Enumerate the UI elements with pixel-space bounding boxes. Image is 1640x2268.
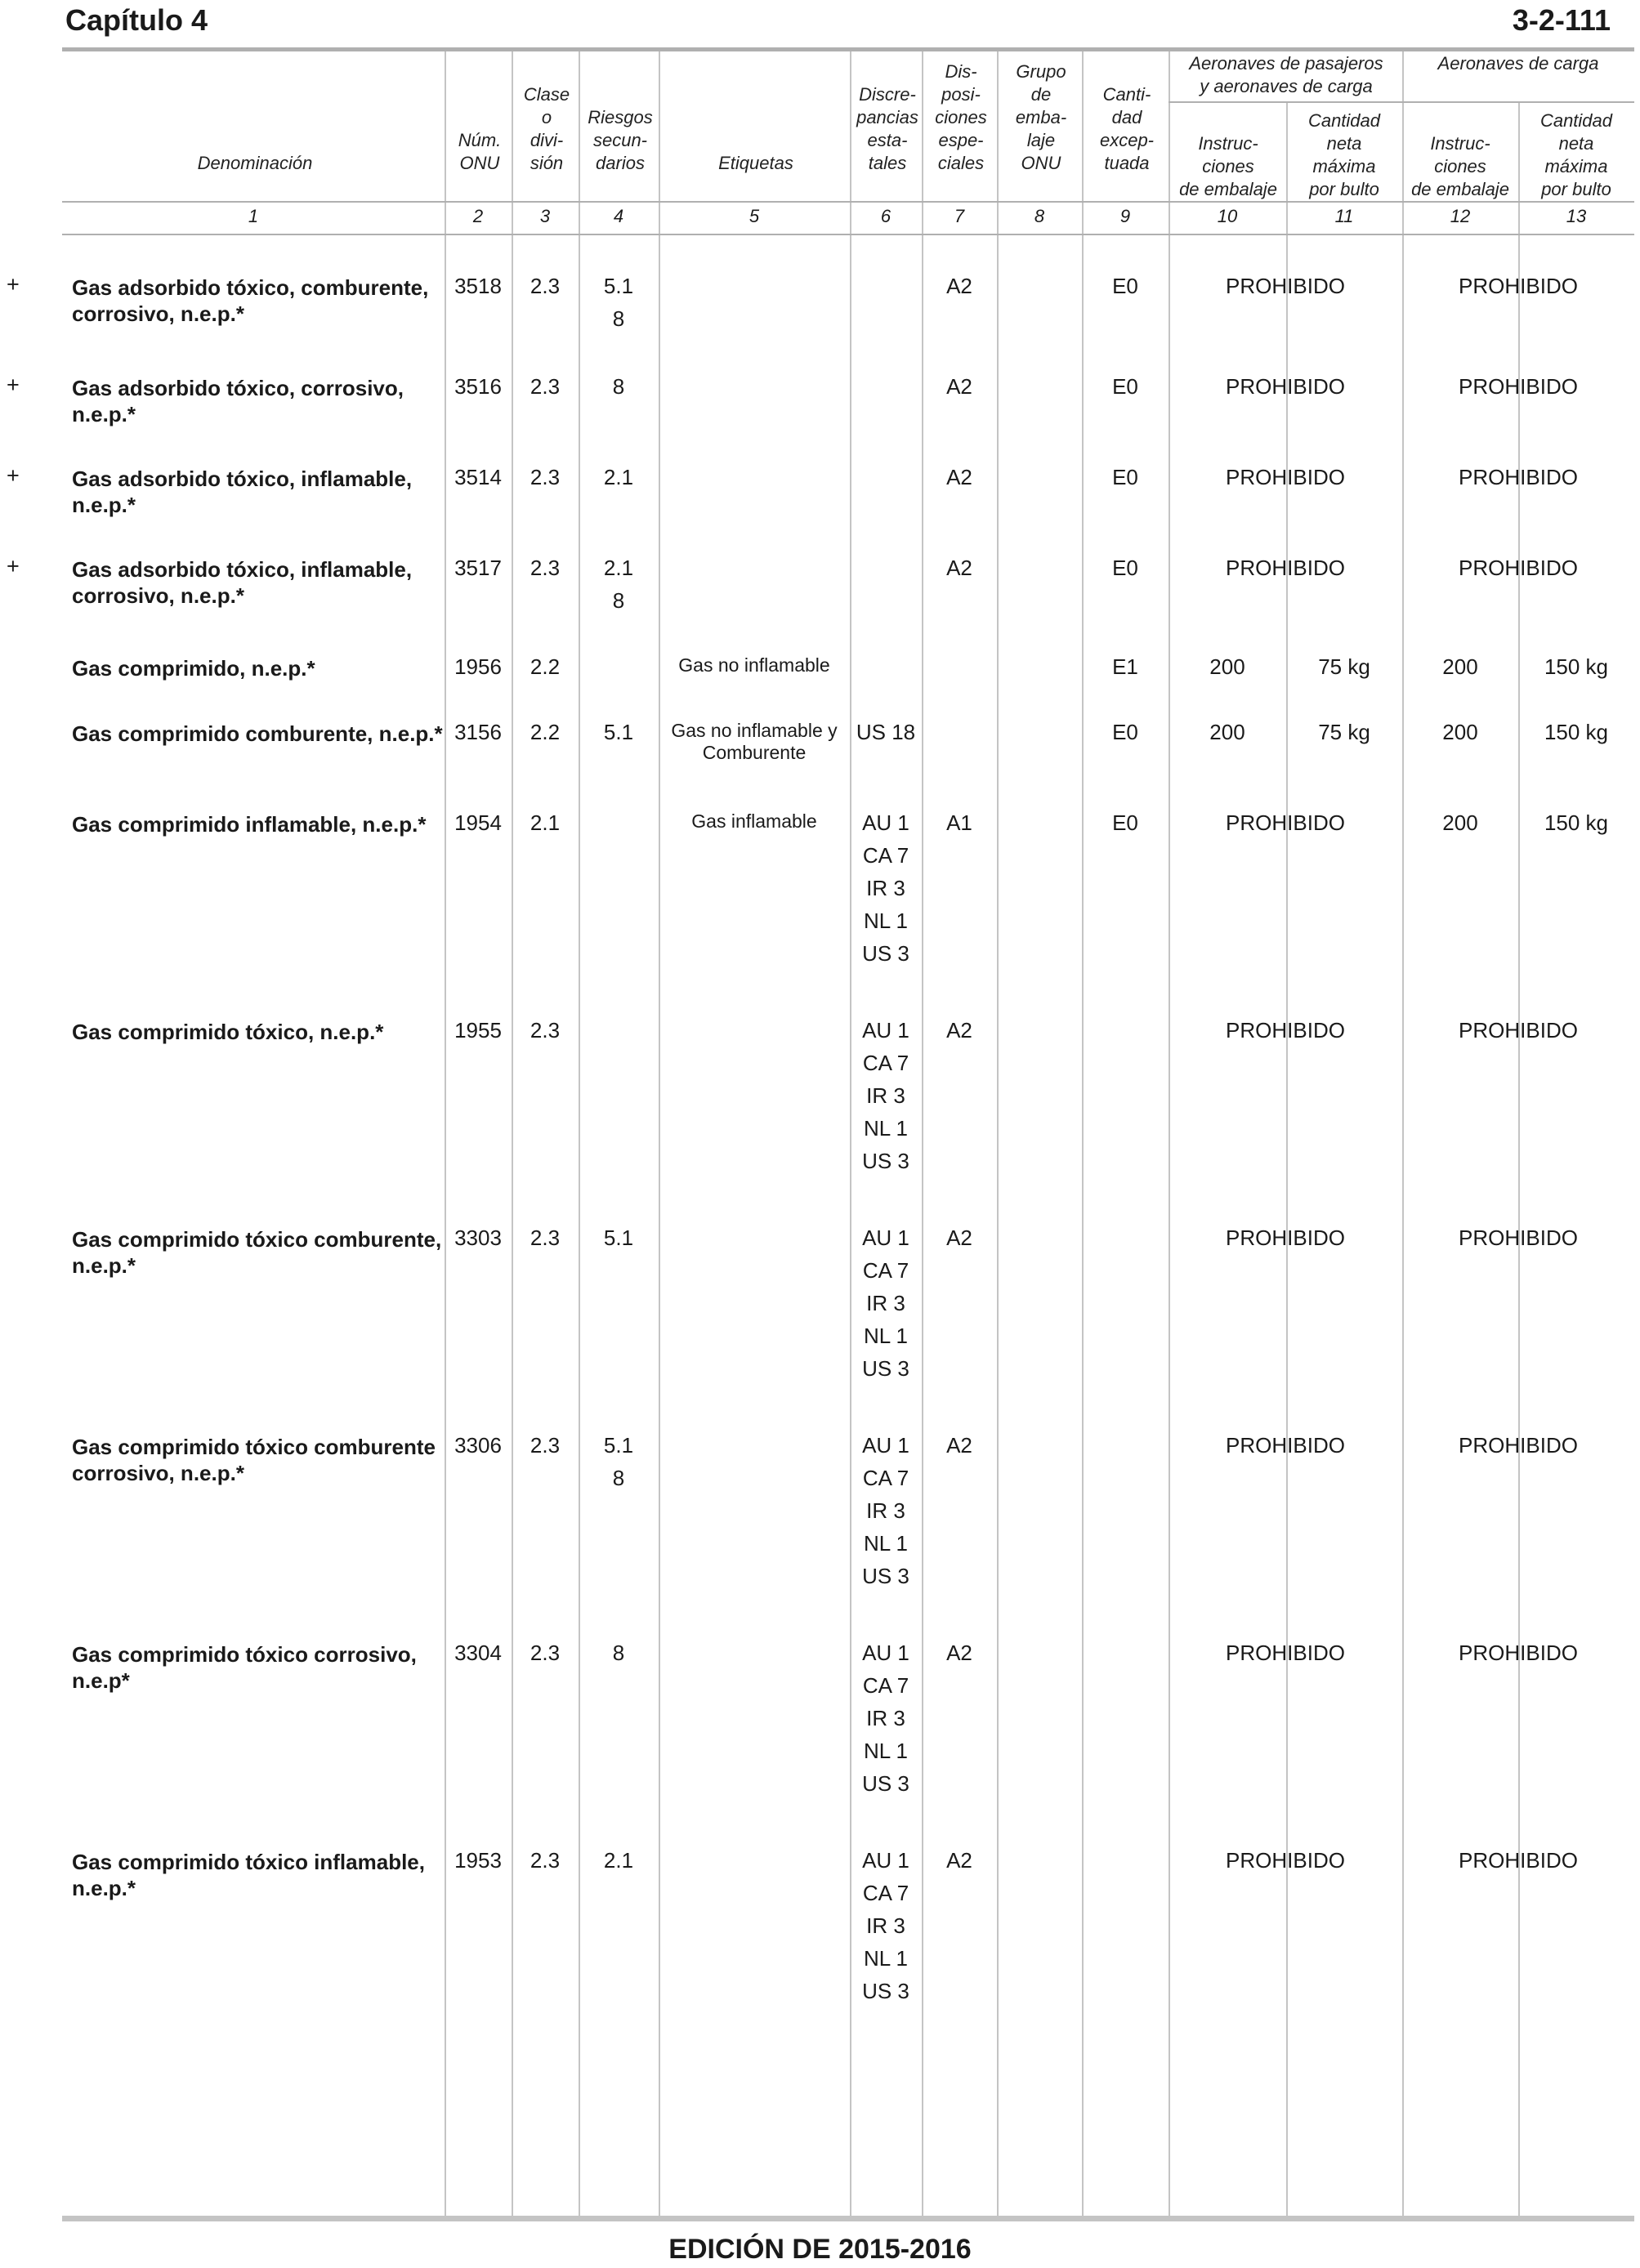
class-division: 2.3: [530, 374, 561, 399]
column-divider: [659, 51, 660, 2219]
hazard-label: Gas no inflamable: [678, 654, 830, 676]
passenger-forbidden: PROHIBIDO: [1226, 556, 1345, 580]
passenger-max-quantity: 75 kg: [1318, 654, 1370, 679]
subsidiary-risk: 8: [612, 1641, 625, 1665]
dangerous-good-name: Gas comprimido, n.e.p.*: [72, 656, 315, 681]
passenger-packing-instruction: 200: [1209, 720, 1245, 744]
class-division: 2.3: [530, 274, 561, 298]
group-header-rule: [1169, 101, 1634, 103]
col-header-instrucciones-pasajeros: Instruc- ciones de embalaje: [1179, 133, 1277, 199]
column-number-rule: [62, 234, 1634, 235]
cargo-forbidden: PROHIBIDO: [1459, 1433, 1578, 1458]
passenger-max-quantity: 75 kg: [1318, 720, 1370, 744]
subsidiary-risk: 5.1: [603, 720, 634, 744]
col-header-group-pasajeros: Aeronaves de pasajeros y aeronaves de carga: [1189, 53, 1383, 96]
passenger-forbidden: PROHIBIDO: [1226, 1848, 1345, 1873]
class-division: 2.2: [530, 720, 561, 744]
excepted-quantity: E0: [1112, 274, 1138, 298]
dangerous-good-name: Gas comprimido tóxico, n.e.p.*: [72, 1020, 384, 1044]
row-change-mark: +: [7, 463, 20, 488]
col-header-cantidad-neta-pasajeros: Cantidad neta máxima por bulto: [1307, 110, 1381, 199]
col-header-etiquetas: Etiquetas: [718, 153, 793, 173]
col-header-cantidad-exceptuada: Canti- dad excep- tuada: [1099, 84, 1155, 173]
passenger-forbidden: PROHIBIDO: [1226, 1641, 1345, 1665]
hazard-label: Gas no inflamable y Comburente: [671, 720, 838, 763]
col-header-group-carga: Aeronaves de carga: [1437, 53, 1599, 74]
column-number: 2: [472, 206, 484, 226]
un-number: 3516: [454, 374, 502, 399]
subsidiary-risk: 2.1: [603, 465, 634, 489]
class-division: 2.3: [530, 465, 561, 489]
column-number: 9: [1119, 206, 1131, 226]
special-provision: A2: [946, 556, 972, 580]
passenger-packing-instruction: 200: [1209, 654, 1245, 679]
dangerous-good-name: Gas adsorbido tóxico, comburente, corrosivo, n.e.p.*: [72, 275, 429, 326]
special-provision: A1: [946, 810, 972, 835]
column-number: 4: [613, 206, 624, 226]
excepted-quantity: E0: [1112, 465, 1138, 489]
dangerous-good-name: Gas adsorbido tóxico, corrosivo, n.e.p.*: [72, 376, 404, 426]
state-variation: AU 1 CA 7 IR 3 NL 1 US 3: [862, 1018, 909, 1173]
state-variation: AU 1 CA 7 IR 3 NL 1 US 3: [862, 810, 909, 966]
column-divider: [1286, 103, 1288, 2219]
col-header-instrucciones-carga: Instruc- ciones de embalaje: [1411, 133, 1509, 199]
state-variation: AU 1 CA 7 IR 3 NL 1 US 3: [862, 1641, 909, 1796]
dangerous-good-name: Gas comprimido inflamable, n.e.p.*: [72, 812, 427, 837]
dangerous-good-name: Gas adsorbido tóxico, inflamable, corrosivo, n.e.p.*: [72, 557, 413, 608]
passenger-forbidden: PROHIBIDO: [1226, 465, 1345, 489]
top-rule: [62, 47, 1634, 51]
passenger-forbidden: PROHIBIDO: [1226, 374, 1345, 399]
cargo-max-quantity: 150 kg: [1544, 654, 1609, 679]
subsidiary-risk: 5.1: [603, 1226, 634, 1250]
un-number: 1953: [454, 1848, 502, 1873]
column-number: 7: [954, 206, 965, 226]
col-header-num-onu: Núm. ONU: [458, 130, 502, 173]
passenger-forbidden: PROHIBIDO: [1226, 1018, 1345, 1042]
un-number: 1956: [454, 654, 502, 679]
column-number: 12: [1450, 206, 1471, 226]
col-header-disposiciones: Dis- posi- ciones espe- ciales: [935, 61, 987, 173]
dangerous-good-name: Gas adsorbido tóxico, inflamable, n.e.p.*: [72, 467, 413, 517]
column-divider: [997, 51, 999, 2219]
column-number: 5: [749, 206, 760, 226]
class-division: 2.3: [530, 1226, 561, 1250]
class-division: 2.3: [530, 1018, 561, 1042]
column-number: 10: [1217, 206, 1238, 226]
class-division: 2.2: [530, 654, 561, 679]
excepted-quantity: E0: [1112, 374, 1138, 399]
special-provision: A2: [946, 1848, 972, 1873]
hazard-label: Gas inflamable: [691, 810, 817, 832]
passenger-forbidden: PROHIBIDO: [1226, 1226, 1345, 1250]
cargo-max-quantity: 150 kg: [1544, 810, 1609, 835]
subsidiary-risk: 5.1 8: [603, 1433, 634, 1490]
dangerous-good-name: Gas comprimido tóxico comburente, n.e.p.*: [72, 1227, 442, 1278]
col-header-denominacion: Denominación: [197, 153, 313, 173]
col-header-cantidad-neta-carga: Cantidad neta máxima por bulto: [1539, 110, 1613, 199]
un-number: 3514: [454, 465, 502, 489]
un-number: 3306: [454, 1433, 502, 1458]
class-division: 2.3: [530, 1433, 561, 1458]
special-provision: A2: [946, 1226, 972, 1250]
subsidiary-risk: 2.1 8: [603, 556, 634, 613]
edition-footer: EDICIÓN DE 2015-2016: [668, 2234, 972, 2265]
class-division: 2.3: [530, 556, 561, 580]
page-header: [65, 3, 1611, 44]
column-number: 6: [880, 206, 891, 226]
special-provision: A2: [946, 374, 972, 399]
col-header-riesgos: Riesgos secun- darios: [588, 107, 653, 173]
cargo-packing-instruction: 200: [1442, 720, 1478, 744]
cargo-forbidden: PROHIBIDO: [1459, 374, 1578, 399]
column-number: 13: [1566, 206, 1587, 226]
excepted-quantity: E0: [1112, 810, 1138, 835]
special-provision: A2: [946, 1641, 972, 1665]
class-division: 2.3: [530, 1848, 561, 1873]
state-variation: US 18: [856, 720, 916, 744]
passenger-forbidden: PROHIBIDO: [1226, 810, 1345, 835]
cargo-packing-instruction: 200: [1442, 810, 1478, 835]
excepted-quantity: E1: [1112, 654, 1138, 679]
un-number: 3518: [454, 274, 502, 298]
special-provision: A2: [946, 1433, 972, 1458]
cargo-max-quantity: 150 kg: [1544, 720, 1609, 744]
col-header-discrepancias: Discre- pancias esta- tales: [856, 84, 918, 173]
excepted-quantity: E0: [1112, 720, 1138, 744]
un-number: 1954: [454, 810, 502, 835]
dangerous-good-name: Gas comprimido comburente, n.e.p.*: [72, 721, 443, 746]
dangerous-good-name: Gas comprimido tóxico inflamable, n.e.p.*: [72, 1850, 425, 1900]
cargo-packing-instruction: 200: [1442, 654, 1478, 679]
chapter-title: Capítulo 4: [65, 3, 208, 37]
column-number: 1: [248, 206, 259, 226]
state-variation: AU 1 CA 7 IR 3 NL 1 US 3: [862, 1848, 909, 2003]
passenger-forbidden: PROHIBIDO: [1226, 1433, 1345, 1458]
subsidiary-risk: 8: [612, 374, 625, 399]
col-header-clase: Clase o divi- sión: [523, 84, 570, 173]
cargo-forbidden: PROHIBIDO: [1459, 1226, 1578, 1250]
class-division: 2.3: [530, 1641, 561, 1665]
header-rule: [62, 201, 1634, 203]
row-change-mark: +: [7, 373, 20, 397]
subsidiary-risk: 5.1 8: [603, 274, 634, 331]
un-number: 3303: [454, 1226, 502, 1250]
column-divider: [1518, 103, 1520, 2219]
cargo-forbidden: PROHIBIDO: [1459, 1641, 1578, 1665]
page-number: 3-2-111: [1512, 3, 1611, 37]
bottom-rule: [62, 2216, 1634, 2221]
col-header-grupo: Grupo de emba- laje ONU: [1015, 61, 1067, 173]
dangerous-good-name: Gas comprimido tóxico comburente corrosivo, n.e.p.*: [72, 1435, 436, 1485]
row-change-mark: +: [7, 272, 20, 297]
un-number: 1955: [454, 1018, 502, 1042]
cargo-forbidden: PROHIBIDO: [1459, 556, 1578, 580]
state-variation: AU 1 CA 7 IR 3 NL 1 US 3: [862, 1226, 909, 1381]
dangerous-good-name: Gas comprimido tóxico corrosivo, n.e.p*: [72, 1642, 417, 1693]
special-provision: A2: [946, 465, 972, 489]
cargo-forbidden: PROHIBIDO: [1459, 1848, 1578, 1873]
cargo-forbidden: PROHIBIDO: [1459, 274, 1578, 298]
special-provision: A2: [946, 274, 972, 298]
un-number: 3304: [454, 1641, 502, 1665]
class-division: 2.1: [530, 810, 561, 835]
subsidiary-risk: 2.1: [603, 1848, 634, 1873]
state-variation: AU 1 CA 7 IR 3 NL 1 US 3: [862, 1433, 909, 1588]
column-number: 3: [539, 206, 551, 226]
passenger-forbidden: PROHIBIDO: [1226, 274, 1345, 298]
column-number: 8: [1034, 206, 1045, 226]
cargo-forbidden: PROHIBIDO: [1459, 1018, 1578, 1042]
row-change-mark: +: [7, 554, 20, 578]
column-number: 11: [1334, 206, 1354, 226]
cargo-forbidden: PROHIBIDO: [1459, 465, 1578, 489]
un-number: 3156: [454, 720, 502, 744]
special-provision: A2: [946, 1018, 972, 1042]
un-number: 3517: [454, 556, 502, 580]
excepted-quantity: E0: [1112, 556, 1138, 580]
